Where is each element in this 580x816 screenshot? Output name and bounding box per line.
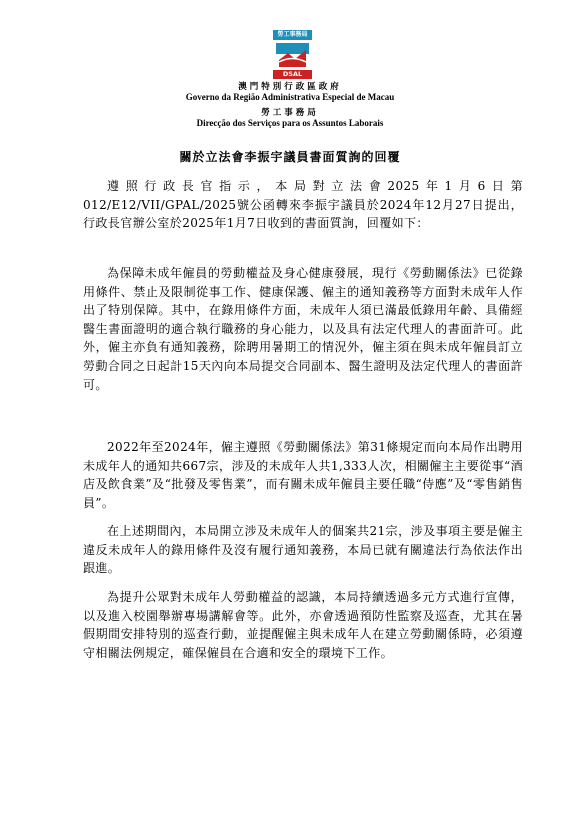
logo-emblem-icon (273, 40, 312, 70)
logo-top-band: 勞工事務局 (273, 30, 312, 40)
document-title: 關於立法會李振宇議員書面質詢的回覆 (179, 150, 401, 164)
paragraph-promotion: 為提升公眾對未成年人勞動權益的認識，本局持續透過多元方式進行宣傳，以及進入校園舉辦專場講解會等。此外，亦會透過預防性監察及巡查，尤其在暑假期間安排特別的巡查行動，並提醒僱主與未成年人在建立勞動關係時，必須遵守相關法例規定，確保僱員在合適和安全的環境下工作。 (83, 590, 523, 660)
paragraph-statistics: 2022年至2024年，僱主遵照《勞動關係法》第31條規定而向本局作出聘用未成年人的通知共667宗，涉及的未成年人共1,333人次，相關僱主主要從事“酒店及飲食業”及“批發及零售業”，而有關未成年僱員主要任職“侍應”及“零售銷售員”。 (83, 440, 523, 510)
dsal-logo (273, 30, 312, 78)
paragraph-intro: 遵照行政長官指示，本局對立法會2025年1月6日第012/E12/VII/GPAL/2025號公函轉來李振宇議員於2024年12月27日提出，行政長官辦公室於2025年1月7日收到的書面質詢，回覆如下： (83, 179, 523, 231)
gov-name-pt: Governo da Região Administrativa Especial de Macau (185, 92, 395, 102)
gov-name-cn: 澳門特別行政區政府 (238, 82, 342, 92)
paragraph-cases: 在上述期間內，本局開立涉及未成年人的個案共21宗，涉及事項主要是僱主違反未成年人的錄用條件及沒有履行通知義務，本局已就有關違法行為依法作出跟進。 (83, 524, 523, 576)
dept-name-cn: 勞工事務局 (261, 108, 319, 118)
paragraph-protection: 為保障未成年僱員的勞動權益及身心健康發展，現行《勞動關係法》已從錄用條件、禁止及限制從事工作、健康保護、僱主的通知義務等方面對未成年人作出了特別保障。其中，在錄用條件方面，未成年人須已滿最低錄用年齡、具備經醫生書面證明的適合執行職務的身心能力，以及具有法定代理人的書面許可。此外，僱主亦負有通知義務，除聘用暑期工的情況外，僱主須在與未成年僱員訂立勞動合同之日起計15天內向本局提交合同副本、醫生證明及法定代理人的書面許可。 (83, 266, 523, 392)
logo-bottom-band: DSAL (273, 70, 312, 79)
dept-name-pt: Direcção dos Serviços para os Assuntos Laborais (196, 118, 384, 128)
